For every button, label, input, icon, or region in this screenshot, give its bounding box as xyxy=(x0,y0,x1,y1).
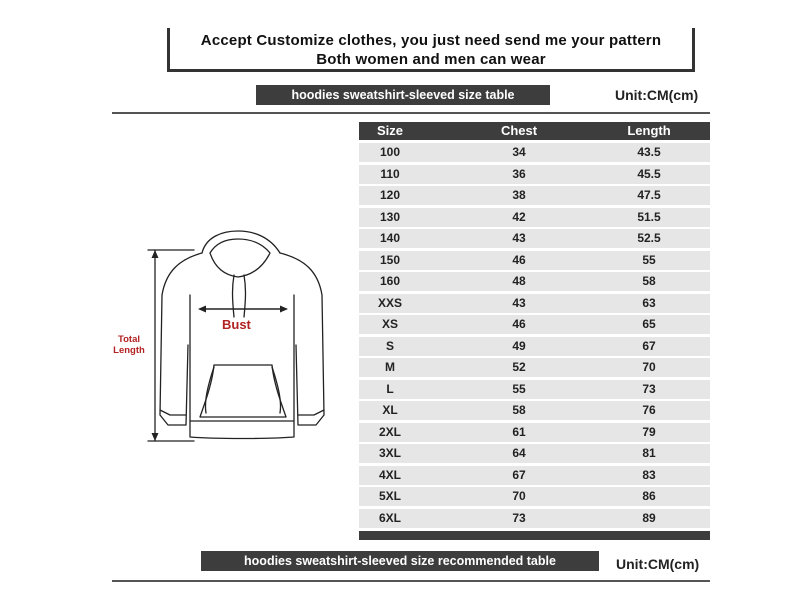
cell-size: XXS xyxy=(377,295,402,310)
table-row xyxy=(359,165,710,184)
header-box xyxy=(167,28,695,72)
cell-length: 73 xyxy=(642,381,656,396)
table-row xyxy=(359,380,710,399)
cell-length: 76 xyxy=(642,403,656,417)
header-length: Length xyxy=(627,123,671,138)
cell-size: 140 xyxy=(379,231,401,245)
cell-size: XS xyxy=(381,317,398,331)
cell-size: 160 xyxy=(379,274,401,288)
cell-chest: 42 xyxy=(512,209,526,224)
cell-size: 3XL xyxy=(378,446,401,460)
cell-length: 86 xyxy=(642,489,656,503)
cell-chest: 61 xyxy=(512,424,526,439)
divider-top xyxy=(112,112,710,114)
cell-length: 65 xyxy=(642,317,656,331)
cell-chest: 64 xyxy=(512,446,526,460)
table-row xyxy=(359,487,710,506)
cell-chest: 58 xyxy=(512,403,526,417)
cell-chest: 38 xyxy=(512,188,526,202)
unit-label-top: Unit:CM(cm) xyxy=(615,87,699,103)
total-length-line-2: Length xyxy=(113,345,145,356)
cell-length: 51.5 xyxy=(637,209,661,224)
cell-chest: 49 xyxy=(512,338,526,353)
cell-chest: 48 xyxy=(512,274,526,288)
cell-length: 55 xyxy=(642,252,656,267)
header-size: Size xyxy=(376,123,403,138)
table-row xyxy=(359,358,710,377)
size-table-title: hoodies sweatshirt-sleeved size table xyxy=(256,85,550,105)
table-footer-bar xyxy=(359,531,710,540)
cell-chest: 67 xyxy=(512,467,526,482)
cell-chest: 52 xyxy=(512,360,526,374)
cell-length: 70 xyxy=(642,360,656,374)
cell-size: XL xyxy=(382,403,398,417)
cell-size: 110 xyxy=(380,166,400,181)
table-header xyxy=(359,122,710,140)
cell-chest: 34 xyxy=(512,145,526,159)
cell-chest: 43 xyxy=(512,295,526,310)
cell-length: 79 xyxy=(642,424,656,439)
cell-size: M xyxy=(385,360,395,374)
bust-label: Bust xyxy=(222,317,251,332)
cell-length: 43.5 xyxy=(637,145,661,159)
cell-size: 6XL xyxy=(378,510,401,525)
header-chest: Chest xyxy=(500,123,538,138)
table-row xyxy=(359,186,710,205)
table-row xyxy=(359,272,710,291)
total-length-line-1: Total xyxy=(118,334,140,345)
table-row xyxy=(359,229,710,248)
cell-length: 67 xyxy=(642,338,656,353)
cell-size: 120 xyxy=(379,188,401,202)
cell-length: 63 xyxy=(642,295,656,310)
cell-chest: 43 xyxy=(512,231,526,245)
table-row xyxy=(359,208,710,227)
cell-size: 150 xyxy=(379,252,401,267)
divider-bottom xyxy=(112,580,710,582)
recommended-table-title: hoodies sweatshirt-sleeved size recommended table xyxy=(201,551,599,571)
table-row xyxy=(359,251,710,270)
cell-size: 100 xyxy=(379,145,401,159)
cell-size: L xyxy=(386,381,394,396)
table-row xyxy=(359,466,710,485)
cell-chest: 46 xyxy=(512,252,526,267)
cell-size: 5XL xyxy=(378,489,401,503)
table-row xyxy=(359,315,710,334)
cell-size: 130 xyxy=(379,209,401,224)
table-row xyxy=(359,294,710,313)
header-line-1: Accept Customize clothes, you just need send me your pattern xyxy=(200,32,662,49)
cell-length: 47.5 xyxy=(637,188,661,202)
cell-size: S xyxy=(385,338,394,353)
cell-size: 4XL xyxy=(378,467,401,482)
cell-length: 45.5 xyxy=(637,166,661,181)
cell-chest: 70 xyxy=(512,489,526,503)
table-row xyxy=(359,337,710,356)
cell-size: 2XL xyxy=(378,424,401,439)
cell-chest: 55 xyxy=(512,381,526,396)
cell-length: 52.5 xyxy=(637,231,661,245)
cell-chest: 46 xyxy=(512,317,526,331)
total-length-label xyxy=(106,334,152,356)
table-row xyxy=(359,143,710,162)
cell-chest: 36 xyxy=(512,166,526,181)
cell-length: 83 xyxy=(642,467,656,482)
table-row xyxy=(359,423,710,442)
header-line-2: Both women and men can wear xyxy=(316,51,546,68)
table-row xyxy=(359,444,710,463)
cell-length: 81 xyxy=(642,446,656,460)
cell-chest: 73 xyxy=(512,510,526,525)
unit-label-bottom: Unit:CM(cm) xyxy=(616,556,700,572)
table-row xyxy=(359,509,710,528)
cell-length: 58 xyxy=(642,274,656,288)
table-row xyxy=(359,401,710,420)
cell-length: 89 xyxy=(642,510,656,525)
